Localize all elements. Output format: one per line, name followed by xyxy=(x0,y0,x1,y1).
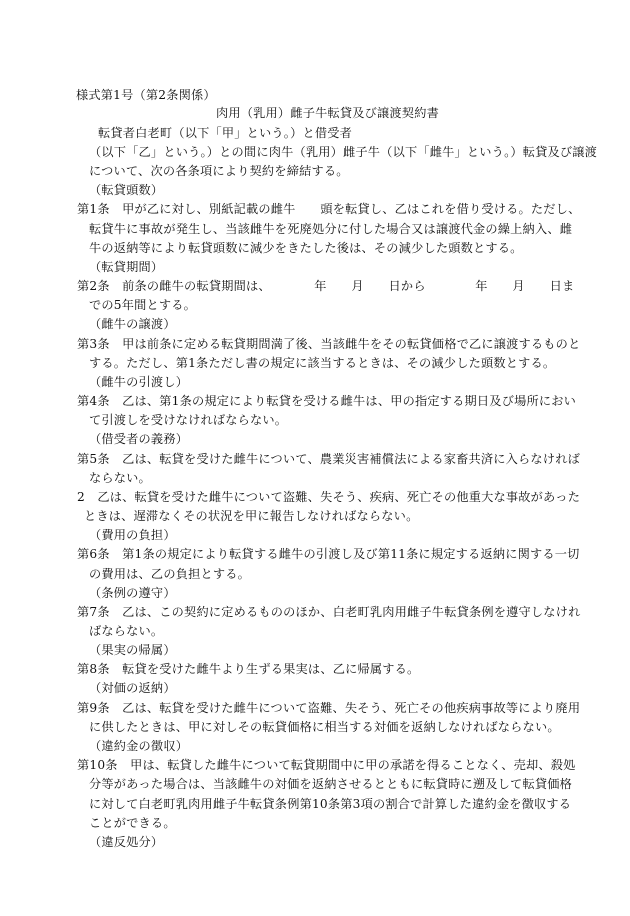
article-10-text: 分等があった場合は、当該雌牛の対価を返納させるとともに転貸時に遡及して転貸価格 xyxy=(89,777,572,791)
preamble-line: について、次の各条項により契約を締結する。 xyxy=(89,164,349,178)
article-2-text: での5年間とする。 xyxy=(89,298,197,312)
article-9-heading: （対価の返納） xyxy=(89,681,176,695)
article-4-text: て引渡しを受けなければならない。 xyxy=(89,413,288,427)
article-3-text: する。ただし、第1条ただし書の規定に該当するときは、その減少した頭数とする。 xyxy=(89,356,556,370)
preamble-line: （以下「乙」という。）との間に肉牛（乳用）雌子牛（以下「雌牛」という。）転貸及び譲渡 xyxy=(89,145,598,159)
article-4-text: 第4条 乙は、第1条の規定により転貸を受ける雌牛は、甲の指定する期日及び場所におい xyxy=(77,394,577,408)
article-7-text: 第7条 乙は、この契約に定めるもののほか、白老町乳肉用雌子牛転貸条例を遵守しなけれ xyxy=(77,605,581,619)
article-1-text: 第1条 甲が乙に対し、別紙記載の雌牛 頭を転貸し、乙はこれを借り受ける。ただし、 xyxy=(77,202,581,216)
form-number: 様式第1号（第2条関係） xyxy=(76,88,216,102)
article-10-text: に対して白老町乳肉用雌子牛転貸条例第10条第3項の割合で計算した違約金を徴収する xyxy=(89,797,572,811)
article-5-paragraph-2: ときは、遅滞なくその状況を甲に報告しなければならない。 xyxy=(84,509,419,523)
article-5-heading: （借受者の義務） xyxy=(89,432,189,446)
article-1-text: 転貸牛に事故が発生し、当該雌牛を死廃処分に付した場合又は譲渡代金の繰上納入、雌 xyxy=(89,222,573,236)
article-7-text: ばならない。 xyxy=(89,624,164,638)
article-11-heading: （違反処分） xyxy=(89,835,164,849)
article-1-heading: （転貸頭数） xyxy=(89,183,164,197)
article-8-text: 第8条 転貸を受けた雌牛より生ずる果実は、乙に帰属する。 xyxy=(77,662,420,676)
article-4-heading: （雌牛の引渡し） xyxy=(89,375,189,389)
article-7-heading: （条例の遵守） xyxy=(89,586,176,600)
article-10-text: 第10条 甲は、転貸した雌牛について転貸期間中に甲の承諾を得ることなく、売却、殺処 xyxy=(77,758,576,772)
article-3-text: 第3条 甲は前条に定める転貸期間満了後、当該雌牛をその転貸価格で乙に譲渡するものと xyxy=(77,337,581,351)
preamble-line: 転貸者白老町（以下「甲」という。）と借受者 xyxy=(98,126,353,140)
article-6-text: 第6条 第1条の規定により転貸する雌牛の引渡し及び第11条に規定する返納に関する一切 xyxy=(77,547,580,561)
article-2-text: 第2条 前条の雌牛の転貸期間は、 年 月 日から 年 月 日ま xyxy=(77,279,575,293)
article-10-heading: （違約金の徴収） xyxy=(89,739,189,753)
article-5-text: ならない。 xyxy=(89,471,151,485)
article-10-text: ことができる。 xyxy=(89,816,176,830)
article-9-text: に供したときは、甲に対しその転貸価格に相当する対価を返納しなければならない。 xyxy=(89,720,560,734)
article-1-text: 牛の返納等により転貸頭数に減少をきたした後は、その減少した頭数とする。 xyxy=(89,241,523,255)
article-6-heading: （費用の負担） xyxy=(89,528,176,542)
article-3-heading: （雌牛の譲渡） xyxy=(89,317,176,331)
document-title: 肉用（乳用）雌子牛転貸及び譲渡契約書 xyxy=(216,106,439,120)
article-6-text: の費用は、乙の負担とする。 xyxy=(89,567,251,581)
article-9-text: 第9条 乙は、転貸を受けた雌牛について盗難、失そう、死亡その他疾病事故等により廃用 xyxy=(77,701,581,715)
article-8-heading: （果実の帰属） xyxy=(89,643,176,657)
article-2-heading: （転貸期間） xyxy=(89,260,164,274)
article-5-text: 第5条 乙は、転貸を受けた雌牛について、農業災害補償法による家畜共済に入らなければ xyxy=(77,452,580,466)
article-5-paragraph-2: 2 乙は、転貸を受けた雌牛について盗難、失そう、疾病、死亡その他重大な事故があった xyxy=(77,490,581,504)
